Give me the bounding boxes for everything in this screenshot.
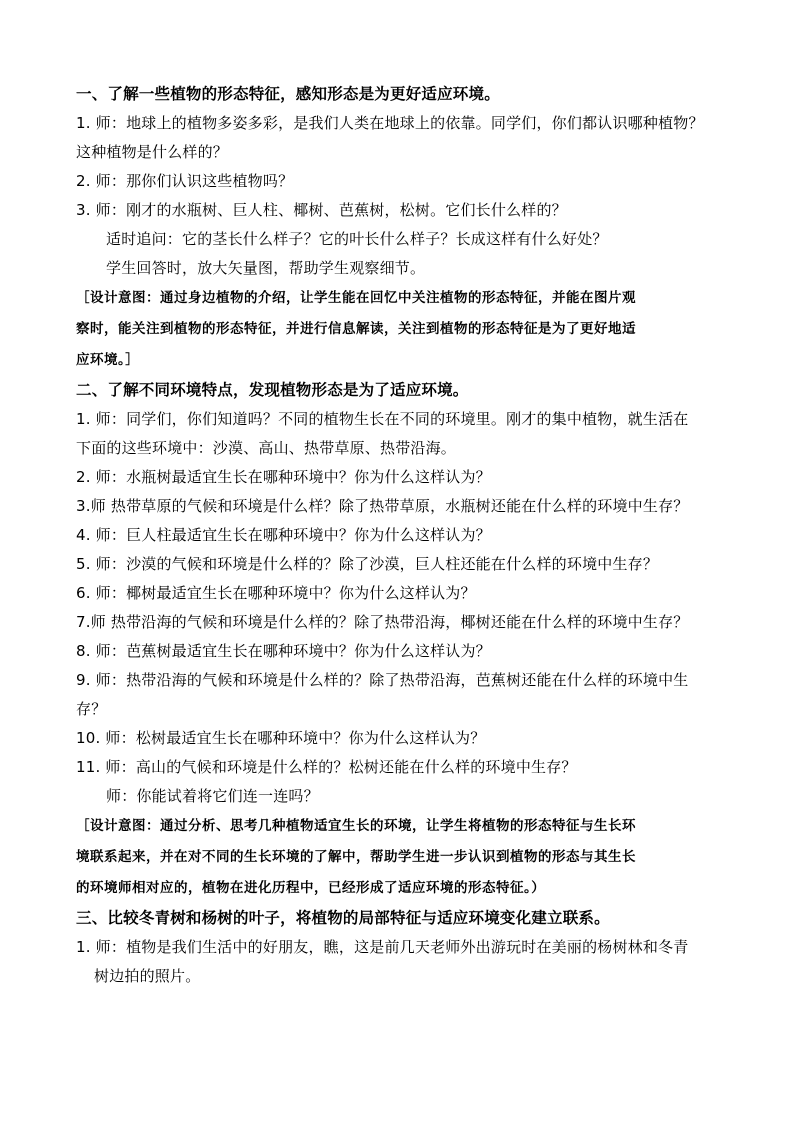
section-heading-2: 二、了解不同环境特点，发现植物形态是为了适应环境。 [76,381,469,399]
paragraph-line: 下面的这些环境中：沙漠、高山、热带草原、热带沿海。 [76,439,457,457]
paragraph-line: 7.师 热带沿海的气候和环境是什么样的？除了热带沿海，椰树还能在什么样的环境中生存？ [76,613,689,631]
paragraph-line: 2. 师：水瓶树最适宜生长在哪种环境中？你为什么这样认为？ [76,468,491,486]
paragraph-line: 这种植物是什么样的？ [76,143,229,161]
design-intent-note: 应环境。］ [76,352,140,368]
indented-line: 适时追问：它的茎长什么样子？它的叶长什么样子？长成这样有什么好处？ [106,230,608,248]
paragraph-line: 10. 师：松树最适宜生长在哪种环境中？你为什么这样认为？ [76,729,486,747]
paragraph-line: 11. 师：高山的气候和环境是什么样的？松树还能在什么样的环境中生存？ [76,758,577,776]
hanging-indent-line: 树边拍的照片。 [94,967,201,985]
paragraph-line: 3. 师：刚才的水瓶树、巨人柱、椰树、芭蕉树，松树。它们长什么样的？ [76,201,567,219]
paragraph-line: 9. 师：热带沿海的气候和环境是什么样的？除了热带沿海，芭蕉树还能在什么样的环境中生 [76,671,689,689]
design-intent-note: ［设计意图：通过身边植物的介绍，让学生能在回忆中关注植物的形态特征，并能在图片观 [76,290,636,306]
section-heading-3: 三、比较冬青树和杨树的叶子，将植物的局部特征与适应环境变化建立联系。 [76,909,610,927]
paragraph-line: 1. 师：地球上的植物多姿多彩，是我们人类在地球上的依靠。同学们，你们都认识哪种植物？ [76,114,704,132]
paragraph-line: 1. 师：同学们，你们知道吗？不同的植物生长在不同的环境里。刚才的集中植物，就生活在 [76,410,689,428]
indented-line: 师：你能试着将它们连一连吗？ [106,787,319,805]
paragraph-line: 5. 师：沙漠的气候和环境是什么样的？除了沙漠，巨人柱还能在什么样的环境中生存？ [76,555,659,573]
indented-line: 学生回答时，放大矢量图，帮助学生观察细节。 [106,259,426,277]
document-body [76,80,724,991]
paragraph-line: 3.师 热带草原的气候和环境是什么样？除了热带草原，水瓶树还能在什么样的环境中生存？ [76,497,689,515]
paragraph-line: 6. 师：椰树最适宜生长在哪种环境中？你为什么这样认为？ [76,584,476,602]
paragraph-line: 1. 师：植物是我们生活中的好朋友，瞧，这是前几天老师外出游玩时在美丽的杨树林和冬青 [76,938,689,956]
design-intent-note: 境联系起来，并在对不同的生长环境的了解中，帮助学生进一步认识到植物的形态与其生长 [76,849,636,865]
design-intent-note: 的环境师相对应的，植物在进化历程中，已经形成了适应环境的形态特征。） [76,880,546,896]
paragraph-line: 存？ [76,700,107,718]
design-intent-note: ［设计意图：通过分析、思考几种植物适宜生长的环境，让学生将植物的形态特征与生长环 [76,818,636,834]
paragraph-line: 8. 师：芭蕉树最适宜生长在哪种环境中？你为什么这样认为？ [76,642,491,660]
paragraph-line: 4. 师：巨人柱最适宜生长在哪种环境中？你为什么这样认为？ [76,526,491,544]
paragraph-line: 2. 师：那你们认识这些植物吗？ [76,172,294,190]
design-intent-note: 察时，能关注到植物的形态特征，并进行信息解读，关注到植物的形态特征是为了更好地适 [76,321,636,337]
section-heading-1: 一、了解一些植物的形态特征，感知形态是为更好适应环境。 [76,85,500,103]
